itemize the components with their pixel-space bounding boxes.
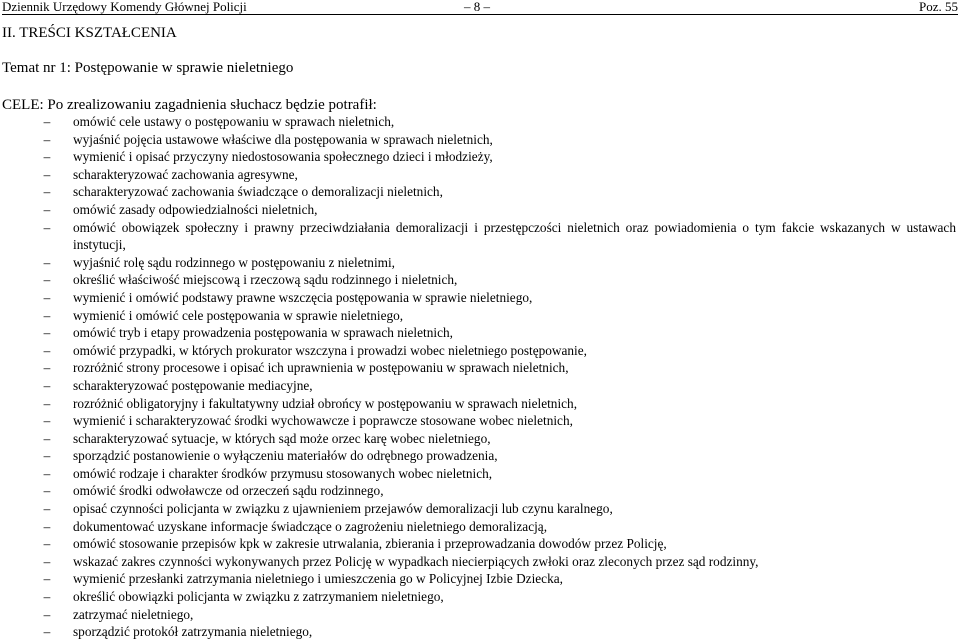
- goal-item: [0, 359, 960, 377]
- dash-bullet: –: [43, 518, 51, 534]
- goal-item: [0, 535, 960, 553]
- dash-bullet: –: [43, 536, 51, 552]
- dash-bullet: –: [43, 131, 51, 147]
- goal-item: [0, 482, 960, 500]
- goal-item: [0, 570, 960, 588]
- dash-bullet: –: [43, 395, 51, 411]
- dash-bullet: –: [43, 272, 51, 288]
- goal-text: omówić stosowanie przepisów kpk w zakresie utrwalania, zbierania i przeprowadzania dowodów przez Policję,: [73, 536, 667, 552]
- goal-text: wyjaśnić rolę sądu rodzinnego w postępowaniu z nieletnimi,: [73, 254, 396, 270]
- dash-bullet: –: [43, 624, 51, 640]
- dash-bullet: –: [43, 553, 51, 569]
- goal-item: [0, 500, 960, 518]
- goal-text: określić właściwość miejscową i rzeczową sądu rodzinnego i nieletnich,: [73, 272, 458, 288]
- goal-text: omówić obowiązek społeczny i prawny przeciwdziałania demoralizacji i przestępczości nieletnich oraz powiadomienia o tym fakcie wskazanych w ustawach instytucji,: [73, 219, 956, 253]
- goal-text: zatrzymać nieletniego,: [73, 606, 194, 622]
- position-number: Poz. 55: [919, 0, 958, 14]
- goal-text: rozróżnić strony procesowe i opisać ich uprawnienia w postępowaniu w sprawach nieletnich,: [73, 360, 569, 376]
- goal-item: [0, 271, 960, 289]
- goal-text: omówić zasady odpowiedzialności nieletnich,: [73, 201, 318, 217]
- goal-item: [0, 518, 960, 536]
- goal-text: sporządzić postanowienie o wyłączeniu materiałów do odrębnego prowadzenia,: [73, 448, 498, 464]
- page-header: [2, 0, 960, 16]
- goal-text: omówić przypadki, w których prokurator wszczyna i prowadzi wobec nieletniego postępowanie,: [73, 342, 587, 358]
- goal-text: wymienić i omówić podstawy prawne wszczęcia postępowania w sprawie nieletniego,: [73, 289, 533, 305]
- dash-bullet: –: [43, 448, 51, 464]
- goal-item: [0, 447, 960, 465]
- goal-text: wyjaśnić pojęcia ustawowe właściwe dla postępowania w sprawach nieletnich,: [73, 131, 493, 147]
- goal-text: omówić środki odwoławcze od orzeczeń sądu rodzinnego,: [73, 483, 384, 499]
- goal-item: [0, 342, 960, 360]
- section-title: II. TREŚCI KSZTAŁCENIA: [2, 25, 177, 41]
- goal-item: [0, 324, 960, 342]
- goal-item: [0, 623, 960, 641]
- goal-text: wskazać zakres czynności wykonywanych przez Policję w wypadkach niecierpiących zwłoki oraz zleconych przez sąd rodzinny,: [73, 553, 759, 569]
- dash-bullet: –: [43, 413, 51, 429]
- dash-bullet: –: [43, 483, 51, 499]
- dash-bullet: –: [43, 254, 51, 270]
- goal-text: scharakteryzować sytuacje, w których sąd może orzec karę wobec nieletniego,: [73, 430, 491, 446]
- goal-text: dokumentować uzyskane informacje świadczące o zagrożeniu nieletniego demoralizacją,: [73, 518, 548, 534]
- goal-item: [0, 148, 960, 166]
- dash-bullet: –: [43, 430, 51, 446]
- page-number: – 8 –: [464, 0, 490, 14]
- goal-text: wymienić i scharakteryzować środki wychowawcze i poprawcze stosowane wobec nieletnich,: [73, 413, 573, 429]
- dash-bullet: –: [43, 501, 51, 517]
- goal-item: [0, 166, 960, 184]
- goal-text: wymienić i opisać przyczyny niedostosowania społecznego dzieci i młodzieży,: [73, 149, 493, 165]
- goal-text: omówić rodzaje i charakter środków przymusu stosowanych wobec nieletnich,: [73, 465, 493, 481]
- goal-text: wymienić i omówić cele postępowania w sprawie nieletniego,: [73, 307, 404, 323]
- goal-text: scharakteryzować postępowanie mediacyjne,: [73, 377, 313, 393]
- goal-item: [0, 430, 960, 448]
- dash-bullet: –: [43, 289, 51, 305]
- goal-item: [0, 307, 960, 325]
- goal-item: [0, 183, 960, 201]
- goal-item: [0, 254, 960, 272]
- goal-text: wymienić przesłanki zatrzymania nieletniego i umieszczenia go w Policyjnej Izbie Dziecka,: [73, 571, 563, 587]
- goal-text: rozróżnić obligatoryjny i fakultatywny udział obrońcy w postępowaniu w sprawach nieletnich,: [73, 395, 578, 411]
- goal-item: [0, 395, 960, 413]
- header-rule: [2, 14, 958, 15]
- dash-bullet: –: [43, 219, 51, 235]
- dash-bullet: –: [43, 307, 51, 323]
- goal-text: scharakteryzować zachowania agresywne,: [73, 166, 298, 182]
- goal-item: [0, 465, 960, 483]
- dash-bullet: –: [43, 114, 51, 129]
- goal-item: [0, 553, 960, 571]
- goal-text: omówić tryb i etapy prowadzenia postępowania w sprawach nieletnich,: [73, 325, 453, 341]
- goal-item: [0, 131, 960, 149]
- goal-text: określić obowiązki policjanta w związku z zatrzymaniem nieletniego,: [73, 589, 444, 605]
- goal-item: [0, 377, 960, 395]
- goals-list: [0, 113, 960, 641]
- dash-bullet: –: [43, 465, 51, 481]
- dash-bullet: –: [43, 606, 51, 622]
- goal-item: [0, 588, 960, 606]
- goal-item: [0, 289, 960, 307]
- dash-bullet: –: [43, 184, 51, 200]
- dash-bullet: –: [43, 589, 51, 605]
- dash-bullet: –: [43, 201, 51, 217]
- dash-bullet: –: [43, 360, 51, 376]
- goal-item: [0, 113, 960, 131]
- goal-text: omówić cele ustawy o postępowaniu w sprawach nieletnich,: [73, 114, 395, 129]
- dash-bullet: –: [43, 149, 51, 165]
- goal-item: [0, 219, 960, 254]
- dash-bullet: –: [43, 571, 51, 587]
- goal-item: [0, 201, 960, 219]
- dash-bullet: –: [43, 325, 51, 341]
- dash-bullet: –: [43, 342, 51, 358]
- goal-item: [0, 606, 960, 624]
- goal-text: scharakteryzować zachowania świadczące o demoralizacji nieletnich,: [73, 184, 443, 200]
- topic-title: Temat nr 1: Postępowanie w sprawie nieletniego: [2, 60, 294, 76]
- journal-title: Dziennik Urzędowy Komendy Głównej Policji: [2, 0, 247, 14]
- goal-item: [0, 412, 960, 430]
- goal-text: sporządzić protokół zatrzymania nieletniego,: [73, 624, 313, 640]
- dash-bullet: –: [43, 377, 51, 393]
- goals-intro: CELE: Po zrealizowaniu zagadnienia słuchacz będzie potrafił:: [2, 97, 377, 113]
- goal-text: opisać czynności policjanta w związku z ujawnieniem przejawów demoralizacji lub czynu karalnego,: [73, 501, 613, 517]
- dash-bullet: –: [43, 166, 51, 182]
